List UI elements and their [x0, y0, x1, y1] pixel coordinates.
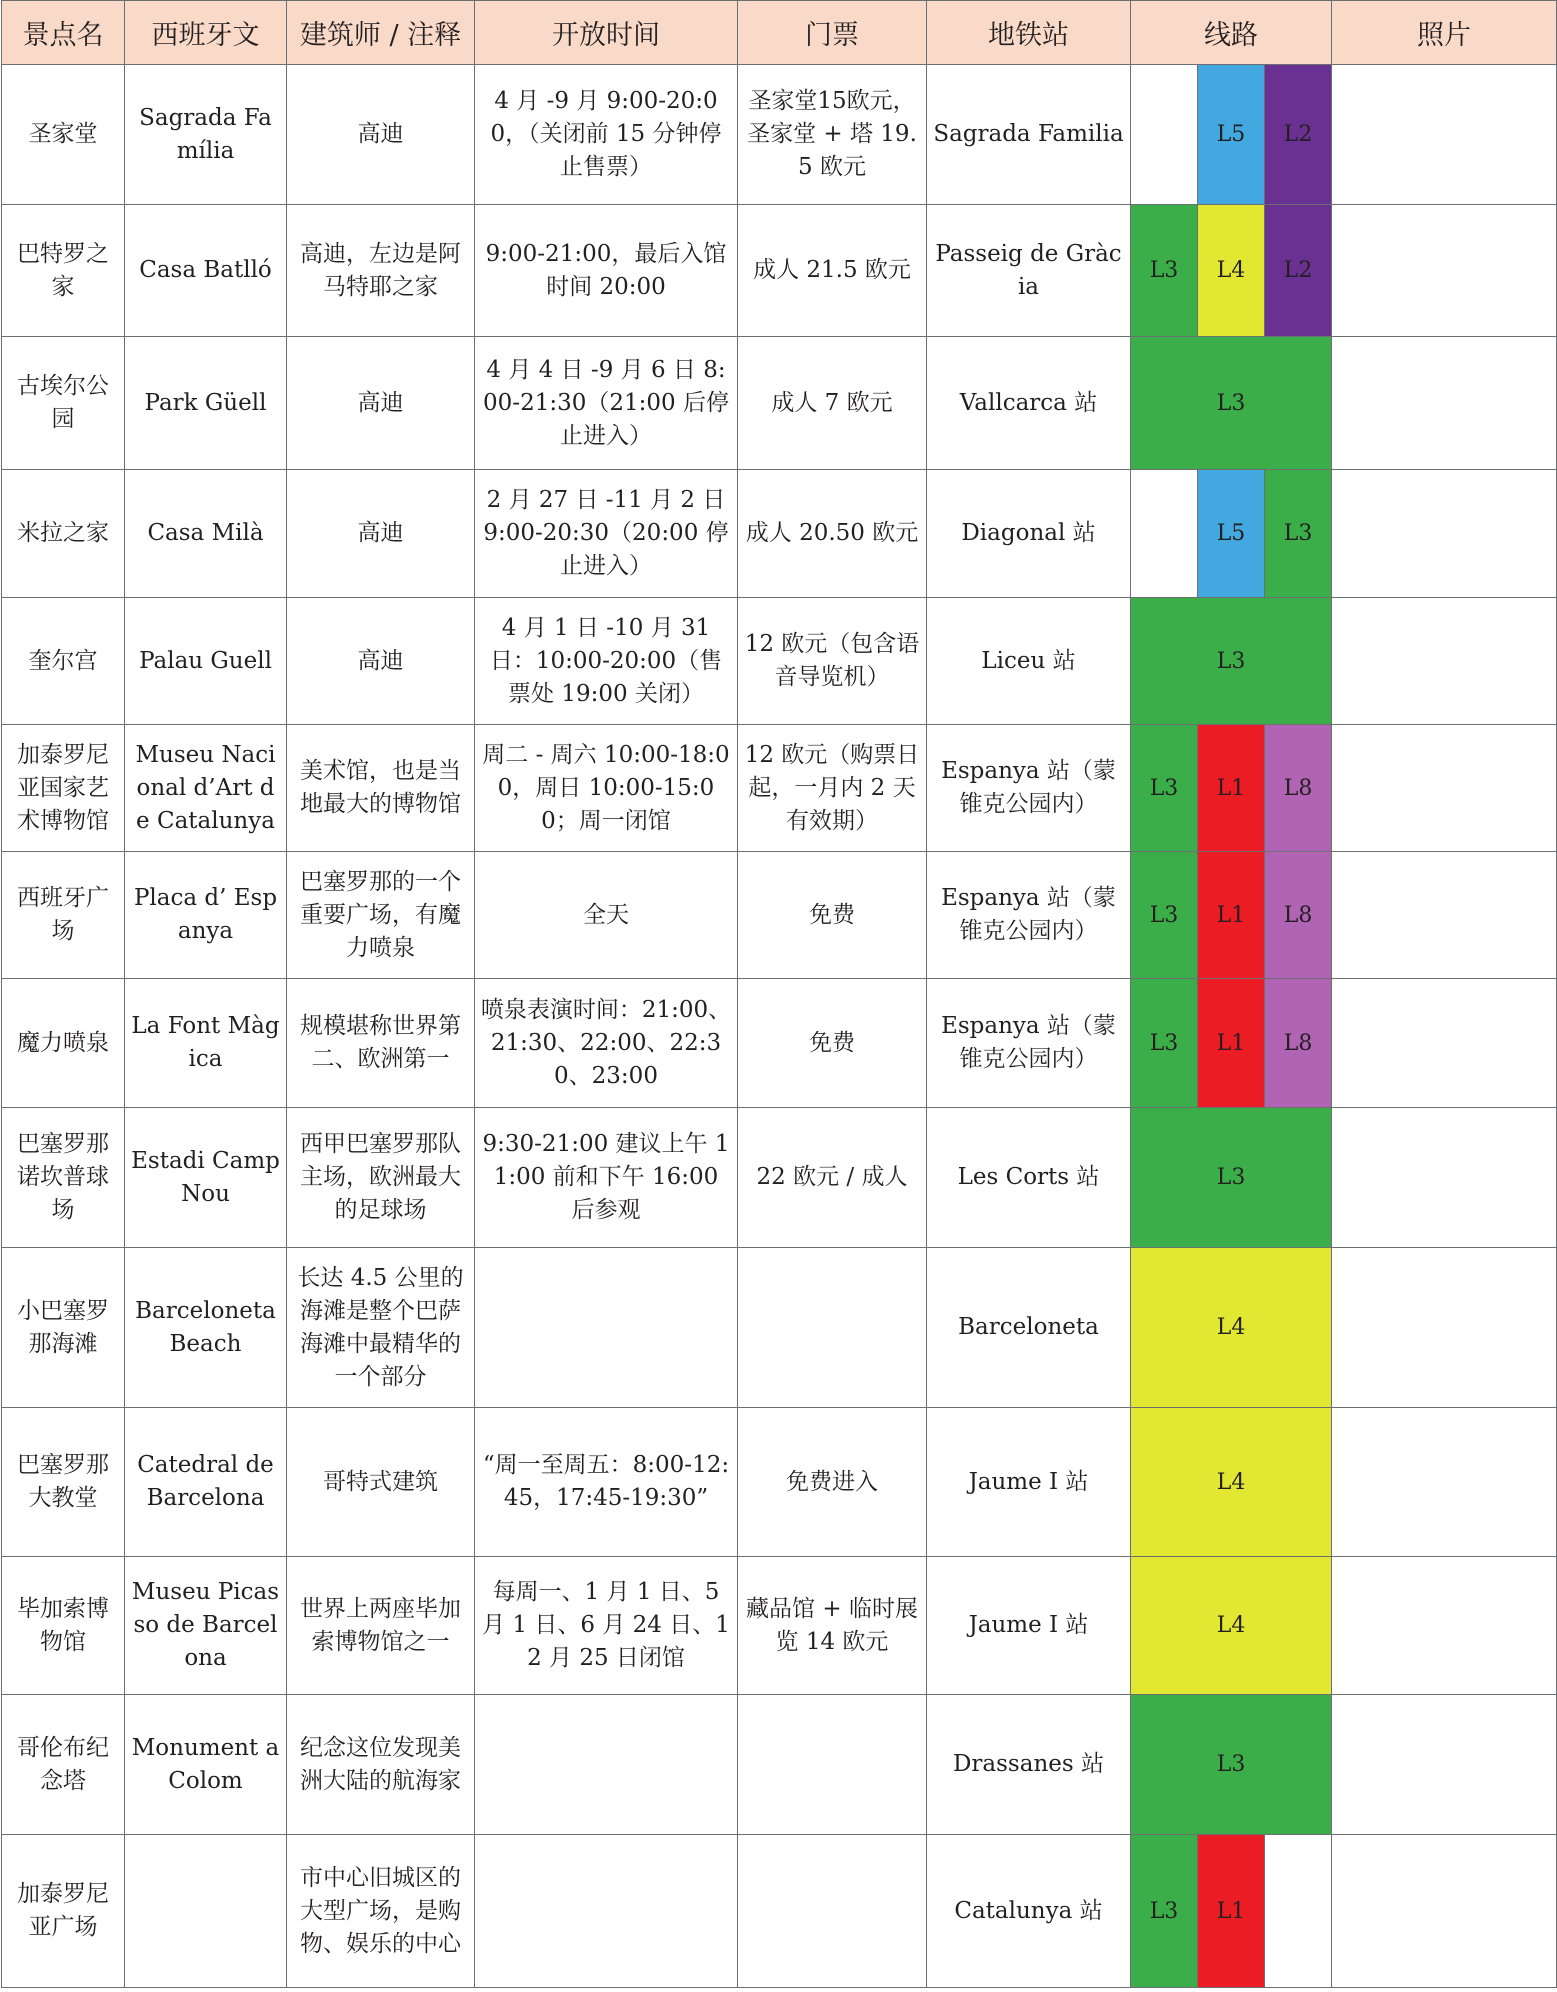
metro-line-badge: L3	[1131, 725, 1198, 852]
architect-note-cell: 哥特式建筑	[287, 1408, 475, 1557]
metro-station-cell: Diagonal 站	[927, 470, 1131, 598]
header-name: 景点名	[2, 1, 125, 65]
opening-hours-cell: 2 月 27 日 -11 月 2 日 9:00-20:30（20:00 停止进入）	[475, 470, 738, 598]
metro-station-cell: Jaume I 站	[927, 1557, 1131, 1695]
photo-cell	[1332, 470, 1557, 598]
attraction-name-cell: 小巴塞罗那海滩	[2, 1248, 125, 1408]
architect-note-cell: 高迪	[287, 470, 475, 598]
header-row	[2, 1, 1557, 65]
ticket-cell: 12 欧元（购票日起，一月内 2 天有效期）	[738, 725, 927, 852]
metro-line-empty	[1131, 470, 1198, 598]
metro-line-badge: L2	[1265, 205, 1332, 337]
metro-line-badge: L3	[1131, 205, 1198, 337]
spanish-name-cell: Casa Milà	[125, 470, 287, 598]
attraction-name-cell: 巴特罗之家	[2, 205, 125, 337]
opening-hours-cell: 9:00-21:00，最后入馆时间 20:00	[475, 205, 738, 337]
metro-station-cell: Espanya 站（蒙锥克公园内）	[927, 979, 1131, 1108]
table-row	[2, 1108, 1557, 1248]
spanish-name-cell: Estadi Camp Nou	[125, 1108, 287, 1248]
metro-line-badge: L3	[1265, 470, 1332, 598]
opening-hours-cell: “周一至周五：8:00-12:45，17:45-19:30”	[475, 1408, 738, 1557]
table-row	[2, 852, 1557, 979]
metro-line-badge: L8	[1265, 725, 1332, 852]
spanish-name-cell: La Font Màgica	[125, 979, 287, 1108]
metro-line-badge: L1	[1198, 979, 1265, 1108]
metro-line-badge: L8	[1265, 979, 1332, 1108]
ticket-cell: 12 欧元（包含语音导览机）	[738, 598, 927, 725]
table-row	[2, 470, 1557, 598]
attraction-name-cell: 西班牙广场	[2, 852, 125, 979]
architect-note-cell: 高迪	[287, 598, 475, 725]
header-metro-station: 地铁站	[927, 1, 1131, 65]
spanish-name-cell: Park Güell	[125, 337, 287, 470]
header-ticket: 门票	[738, 1, 927, 65]
metro-line-badge: L3	[1131, 598, 1332, 725]
architect-note-cell: 西甲巴塞罗那队主场，欧洲最大的足球场	[287, 1108, 475, 1248]
header-lines: 线路	[1131, 1, 1332, 65]
spanish-name-cell: Placa d’ Espanya	[125, 852, 287, 979]
table-row	[2, 1695, 1557, 1835]
header-architect-note: 建筑师 / 注释	[287, 1, 475, 65]
opening-hours-cell: 4 月 4 日 -9 月 6 日 8:00-21:30（21:00 后停止进入）	[475, 337, 738, 470]
spanish-name-cell: Museu Nacional d’Art de Catalunya	[125, 725, 287, 852]
table-row	[2, 1557, 1557, 1695]
attraction-name-cell: 哥伦布纪念塔	[2, 1695, 125, 1835]
metro-line-badge: L3	[1131, 852, 1198, 979]
header-photo: 照片	[1332, 1, 1557, 65]
metro-line-badge: L1	[1198, 1835, 1265, 1988]
ticket-cell: 免费进入	[738, 1408, 927, 1557]
ticket-cell: 22 欧元 / 成人	[738, 1108, 927, 1248]
attraction-name-cell: 魔力喷泉	[2, 979, 125, 1108]
table-row	[2, 979, 1557, 1108]
photo-cell	[1332, 1557, 1557, 1695]
metro-line-badge: L5	[1198, 470, 1265, 598]
photo-cell	[1332, 337, 1557, 470]
opening-hours-cell: 每周一、1 月 1 日、5 月 1 日、6 月 24 日、12 月 25 日闭馆	[475, 1557, 738, 1695]
ticket-cell	[738, 1248, 927, 1408]
spanish-name-cell: Casa Batlló	[125, 205, 287, 337]
opening-hours-cell: 4 月 1 日 -10 月 31 日：10:00-20:00（售票处 19:00 关闭）	[475, 598, 738, 725]
ticket-cell: 成人 7 欧元	[738, 337, 927, 470]
photo-cell	[1332, 1835, 1557, 1988]
table-row	[2, 65, 1557, 205]
header-opening-hours: 开放时间	[475, 1, 738, 65]
metro-line-badge: L3	[1131, 979, 1198, 1108]
photo-cell	[1332, 598, 1557, 725]
attraction-name-cell: 巴塞罗那大教堂	[2, 1408, 125, 1557]
metro-station-cell: Vallcarca 站	[927, 337, 1131, 470]
architect-note-cell: 巴塞罗那的一个重要广场，有魔力喷泉	[287, 852, 475, 979]
table-row	[2, 725, 1557, 852]
architect-note-cell: 市中心旧城区的大型广场，是购物、娱乐的中心	[287, 1835, 475, 1988]
table-row	[2, 1248, 1557, 1408]
attraction-name-cell: 巴塞罗那诺坎普球场	[2, 1108, 125, 1248]
table-row	[2, 1408, 1557, 1557]
metro-station-cell: Liceu 站	[927, 598, 1131, 725]
metro-station-cell: Les Corts 站	[927, 1108, 1131, 1248]
spanish-name-cell: Palau Guell	[125, 598, 287, 725]
metro-line-badge: L1	[1198, 852, 1265, 979]
metro-line-empty	[1265, 1835, 1332, 1988]
metro-line-badge: L3	[1131, 1108, 1332, 1248]
metro-station-cell: Catalunya 站	[927, 1835, 1131, 1988]
table-row	[2, 205, 1557, 337]
attraction-name-cell: 加泰罗尼亚广场	[2, 1835, 125, 1988]
opening-hours-cell	[475, 1248, 738, 1408]
table-body	[2, 65, 1557, 1988]
spanish-name-cell: Catedral de Barcelona	[125, 1408, 287, 1557]
photo-cell	[1332, 1408, 1557, 1557]
attraction-name-cell: 圣家堂	[2, 65, 125, 205]
spanish-name-cell: Museu Picasso de Barcelona	[125, 1557, 287, 1695]
ticket-cell: 免费	[738, 852, 927, 979]
header-spanish: 西班牙文	[125, 1, 287, 65]
metro-line-badge: L5	[1198, 65, 1265, 205]
metro-station-cell: Barceloneta	[927, 1248, 1131, 1408]
photo-cell	[1332, 1108, 1557, 1248]
opening-hours-cell: 全天	[475, 852, 738, 979]
architect-note-cell: 规模堪称世界第二、欧洲第一	[287, 979, 475, 1108]
metro-line-badge: L3	[1131, 1835, 1198, 1988]
opening-hours-cell: 喷泉表演时间：21:00、21:30、22:00、22:30、23:00	[475, 979, 738, 1108]
metro-line-badge: L4	[1198, 205, 1265, 337]
metro-station-cell: Sagrada Familia	[927, 65, 1131, 205]
opening-hours-cell	[475, 1695, 738, 1835]
metro-line-empty	[1131, 65, 1198, 205]
table-row	[2, 1835, 1557, 1988]
table-row	[2, 337, 1557, 470]
ticket-cell: 成人 21.5 欧元	[738, 205, 927, 337]
attraction-name-cell: 奎尔宫	[2, 598, 125, 725]
metro-line-badge: L1	[1198, 725, 1265, 852]
metro-station-cell: Jaume I 站	[927, 1408, 1131, 1557]
photo-cell	[1332, 65, 1557, 205]
metro-station-cell: Espanya 站（蒙锥克公园内）	[927, 852, 1131, 979]
attraction-name-cell: 古埃尔公园	[2, 337, 125, 470]
spanish-name-cell	[125, 1835, 287, 1988]
architect-note-cell: 世界上两座毕加索博物馆之一	[287, 1557, 475, 1695]
ticket-cell	[738, 1695, 927, 1835]
metro-line-badge: L3	[1131, 1695, 1332, 1835]
metro-station-cell: Passeig de Gràcia	[927, 205, 1131, 337]
attraction-name-cell: 毕加索博物馆	[2, 1557, 125, 1695]
ticket-cell: 圣家堂15欧元，圣家堂 + 塔 19.5 欧元	[738, 65, 927, 205]
metro-station-cell: Drassanes 站	[927, 1695, 1131, 1835]
architect-note-cell: 美术馆，也是当地最大的博物馆	[287, 725, 475, 852]
table-row	[2, 598, 1557, 725]
metro-line-badge: L4	[1131, 1408, 1332, 1557]
metro-station-cell: Espanya 站（蒙锥克公园内）	[927, 725, 1131, 852]
metro-line-badge: L2	[1265, 65, 1332, 205]
opening-hours-cell	[475, 1835, 738, 1988]
attraction-name-cell: 加泰罗尼亚国家艺术博物馆	[2, 725, 125, 852]
metro-line-badge: L4	[1131, 1557, 1332, 1695]
metro-line-badge: L3	[1131, 337, 1332, 470]
architect-note-cell: 纪念这位发现美洲大陆的航海家	[287, 1695, 475, 1835]
ticket-cell: 成人 20.50 欧元	[738, 470, 927, 598]
photo-cell	[1332, 1695, 1557, 1835]
spanish-name-cell: Sagrada Família	[125, 65, 287, 205]
ticket-cell: 藏品馆 + 临时展览 14 欧元	[738, 1557, 927, 1695]
attraction-name-cell: 米拉之家	[2, 470, 125, 598]
photo-cell	[1332, 725, 1557, 852]
architect-note-cell: 高迪，左边是阿马特耶之家	[287, 205, 475, 337]
attractions-table	[1, 0, 1557, 1988]
architect-note-cell: 长达 4.5 公里的海滩是整个巴萨海滩中最精华的一个部分	[287, 1248, 475, 1408]
photo-cell	[1332, 979, 1557, 1108]
architect-note-cell: 高迪	[287, 337, 475, 470]
photo-cell	[1332, 1248, 1557, 1408]
metro-line-badge: L4	[1131, 1248, 1332, 1408]
opening-hours-cell: 4 月 -9 月 9:00-20:00，（关闭前 15 分钟停止售票）	[475, 65, 738, 205]
photo-cell	[1332, 852, 1557, 979]
metro-line-badge: L8	[1265, 852, 1332, 979]
spanish-name-cell: Barceloneta Beach	[125, 1248, 287, 1408]
architect-note-cell: 高迪	[287, 65, 475, 205]
opening-hours-cell: 9:30-21:00 建议上午 11:00 前和下午 16:00 后参观	[475, 1108, 738, 1248]
photo-cell	[1332, 205, 1557, 337]
ticket-cell	[738, 1835, 927, 1988]
opening-hours-cell: 周二 - 周六 10:00-18:00，周日 10:00-15:00；周一闭馆	[475, 725, 738, 852]
spanish-name-cell: Monument a Colom	[125, 1695, 287, 1835]
ticket-cell: 免费	[738, 979, 927, 1108]
